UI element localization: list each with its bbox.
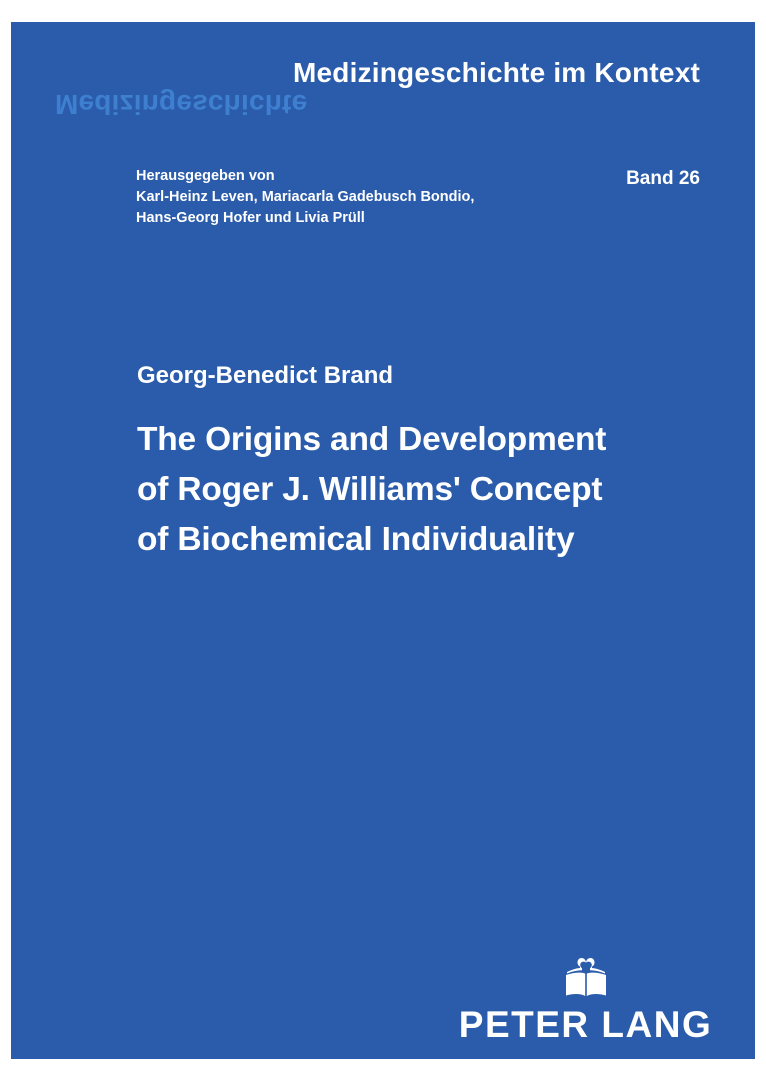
right-margin-band bbox=[755, 0, 766, 1081]
top-margin-band bbox=[0, 0, 766, 22]
book-title-line-1: The Origins and Development bbox=[137, 421, 607, 458]
editors-prefix: Herausgegeben von bbox=[136, 168, 275, 184]
book-title-line-3: of Biochemical Individuality bbox=[137, 521, 575, 558]
book-title-line-2: of Roger J. Williams' Concept bbox=[137, 471, 603, 508]
author-name: Georg-Benedict Brand bbox=[137, 362, 394, 389]
publisher-logo bbox=[448, 956, 723, 1046]
book-title bbox=[137, 415, 707, 565]
editors-line-1: Karl-Heinz Leven, Mariacarla Gadebusch Bondio, bbox=[136, 189, 475, 205]
series-title: Medizingeschichte im Kontext bbox=[293, 57, 700, 88]
publisher-name: PETER LANG bbox=[458, 1004, 713, 1045]
left-margin-band bbox=[0, 0, 11, 1081]
editors-line-2: Hans-Georg Hofer und Livia Prüll bbox=[136, 210, 365, 226]
open-book-icon bbox=[563, 956, 609, 998]
series-title-mirror-decoration: Medizingeschichte bbox=[55, 89, 308, 120]
editors-block bbox=[136, 166, 576, 229]
bottom-margin-band bbox=[0, 1059, 766, 1081]
volume-number: Band 26 bbox=[626, 168, 700, 189]
